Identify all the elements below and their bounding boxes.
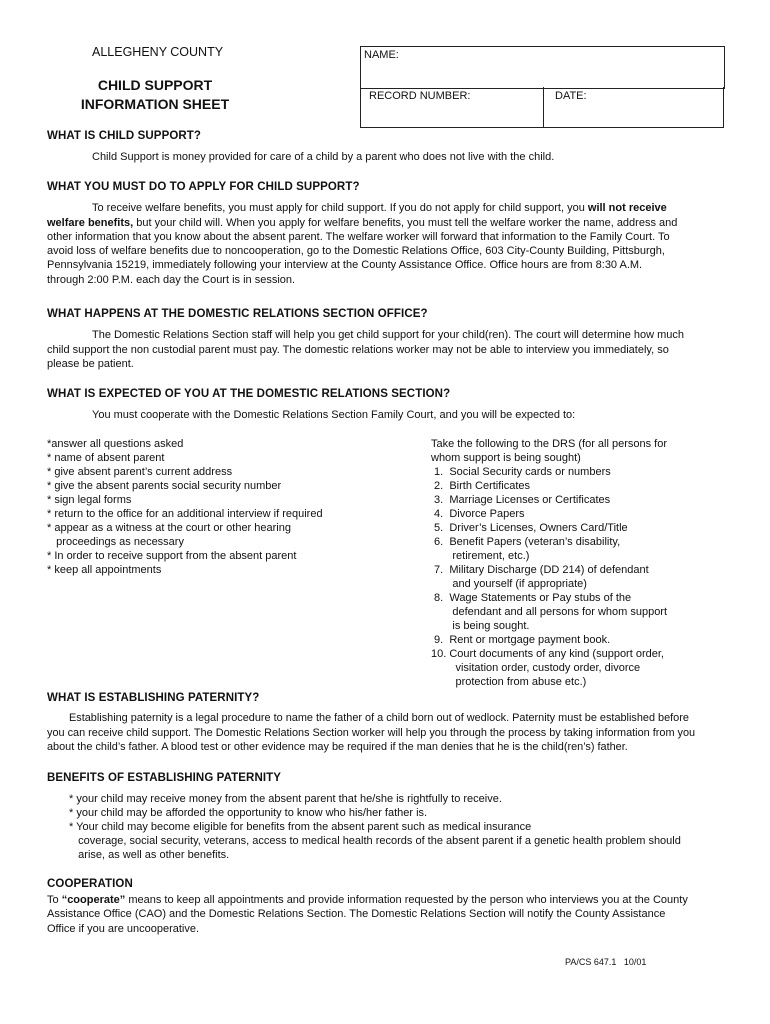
list-item: 6. Benefit Papers (veteran’s disability,: [431, 536, 621, 548]
cooperation-line-2: Assistance Office (CAO) and the Domestic Relations Section. The Domestic Relations Section will notify the County Assistance: [47, 908, 666, 920]
name-label: NAME:: [364, 49, 399, 61]
apply-line-3: other information that you know about the absent parent. The welfare worker will forward that information to the Family Court. To: [47, 231, 670, 243]
list-item: * give the absent parents social security number: [47, 480, 282, 492]
section-heading-what-is-child-support: WHAT IS CHILD SUPPORT?: [47, 130, 202, 142]
section-heading-benefits: BENEFITS OF ESTABLISHING PATERNITY: [47, 772, 282, 784]
list-item: protection from abuse etc.): [431, 676, 587, 688]
list-item: 9. Rent or mortgage payment book.: [431, 634, 611, 646]
documents-to-bring-list: [431, 437, 667, 689]
apply-line-1: To receive welfare benefits, you must apply for child support. If you do not apply for child support, you will not receive: [92, 202, 667, 214]
cooperation-line-1: To “cooperate” means to keep all appointments and provide information requested by the person who interviews you at the County: [47, 894, 688, 906]
record-number-label: RECORD NUMBER:: [369, 90, 471, 102]
apply-line-2: welfare benefits, but your child will. When you apply for welfare benefits, you must tell the welfare worker the name, address and: [47, 217, 678, 229]
paternity-line-1: Establishing paternity is a legal procedure to name the father of a child born out of wedlock. Paternity must be established before: [69, 712, 689, 724]
apply-line-4: avoid loss of welfare benefits due to noncooperation, go to the Domestic Relations Office, 603 City-County Building, Pittsburgh,: [47, 245, 665, 257]
list-item: 10. Court documents of any kind (support order,: [431, 648, 664, 660]
list-item: * your child may be afforded the opportunity to know who his/her father is.: [69, 807, 428, 819]
list-item: * In order to receive support from the absent parent: [47, 550, 297, 562]
list-item: *answer all questions asked: [47, 438, 184, 450]
name-field[interactable]: [360, 46, 725, 89]
list-item: and yourself (if appropriate): [431, 578, 587, 590]
apply-line-5: Pennsylvania 15219, immediately following your interview at the County Assistance Office. Office hours are from 8:30 A.M.: [47, 259, 643, 271]
happens-line-1: The Domestic Relations Section staff will help you get child support for your child(ren). The court will determine how much: [92, 329, 685, 341]
form-number: PA/CS 647.1 10/01: [565, 957, 647, 967]
apply-line-6: through 2:00 P.M. each day the Court is in session.: [47, 274, 296, 286]
list-item: 7. Military Discharge (DD 214) of defendant: [431, 564, 649, 576]
section-heading-expected: WHAT IS EXPECTED OF YOU AT THE DOMESTIC RELATIONS SECTION?: [47, 388, 451, 400]
list-item: 5. Driver’s Licenses, Owners Card/Title: [431, 522, 628, 534]
list-item: Take the following to the DRS (for all persons for: [431, 438, 668, 450]
list-item: visitation order, custody order, divorce: [431, 662, 641, 674]
record-number-field[interactable]: [360, 87, 544, 128]
list-item: * sign legal forms: [47, 494, 132, 506]
list-item: * give absent parent’s current address: [47, 466, 233, 478]
list-item: whom support is being sought): [431, 452, 581, 464]
list-item: retirement, etc.): [431, 550, 530, 562]
list-item: * your child may receive money from the absent parent that he/she is rightfully to receive.: [69, 793, 502, 805]
cooperation-line-3: Office if you are uncooperative.: [47, 923, 200, 935]
form-title-line1: CHILD SUPPORT: [97, 77, 213, 93]
what-is-text: Child Support is money provided for care of a child by a parent who does not live with the child.: [92, 151, 555, 163]
list-item: 4. Divorce Papers: [431, 508, 525, 520]
section-heading-apply: WHAT YOU MUST DO TO APPLY FOR CHILD SUPPORT?: [47, 181, 360, 193]
paternity-line-2: you can receive child support. The Domestic Relations Section worker will help you through the process by taking information from you: [47, 727, 696, 739]
list-item: 3. Marriage Licenses or Certificates: [431, 494, 611, 506]
happens-line-2: child support the non custodial parent must pay. The domestic relations worker may not be able to interview you immediately, so: [47, 344, 669, 356]
section-heading-paternity: WHAT IS ESTABLISHING PATERNITY?: [47, 692, 260, 704]
date-field[interactable]: [542, 87, 724, 128]
list-item: is being sought.: [431, 620, 530, 632]
list-item: coverage, social security, veterans, access to medical health records of the absent parent if a genetic health problem should: [69, 835, 681, 847]
list-item: defendant and all persons for whom support: [431, 606, 668, 618]
section-heading-domestic-relations: WHAT HAPPENS AT THE DOMESTIC RELATIONS SECTION OFFICE?: [47, 308, 428, 320]
list-item: * Your child may become eligible for benefits from the absent parent such as medical insurance: [69, 821, 532, 833]
date-label: DATE:: [555, 90, 587, 102]
list-item: * appear as a witness at the court or other hearing: [47, 522, 291, 534]
list-item: 8. Wage Statements or Pay stubs of the: [431, 592, 632, 604]
list-item: * name of absent parent: [47, 452, 165, 464]
form-title-line2: INFORMATION SHEET: [80, 96, 230, 112]
list-item: 2. Birth Certificates: [431, 480, 531, 492]
benefits-list: [69, 792, 681, 862]
list-item: arise, as well as other benefits.: [69, 849, 230, 861]
expected-duties-list: [47, 437, 323, 577]
paternity-line-3: about the child’s father. A blood test or other evidence may be required if the man denies that he is the child(ren’s) father.: [47, 741, 628, 753]
list-item: * keep all appointments: [47, 564, 162, 576]
section-heading-cooperation: COOPERATION: [47, 878, 133, 890]
list-item: * return to the office for an additional interview if required: [47, 508, 323, 520]
expected-intro: You must cooperate with the Domestic Relations Section Family Court, and you will be expected to:: [92, 409, 576, 421]
list-item: 1. Social Security cards or numbers: [431, 466, 611, 478]
list-item: proceedings as necessary: [47, 536, 184, 548]
happens-line-3: please be patient.: [47, 358, 134, 370]
county-name: ALLEGHENY COUNTY: [92, 45, 224, 59]
